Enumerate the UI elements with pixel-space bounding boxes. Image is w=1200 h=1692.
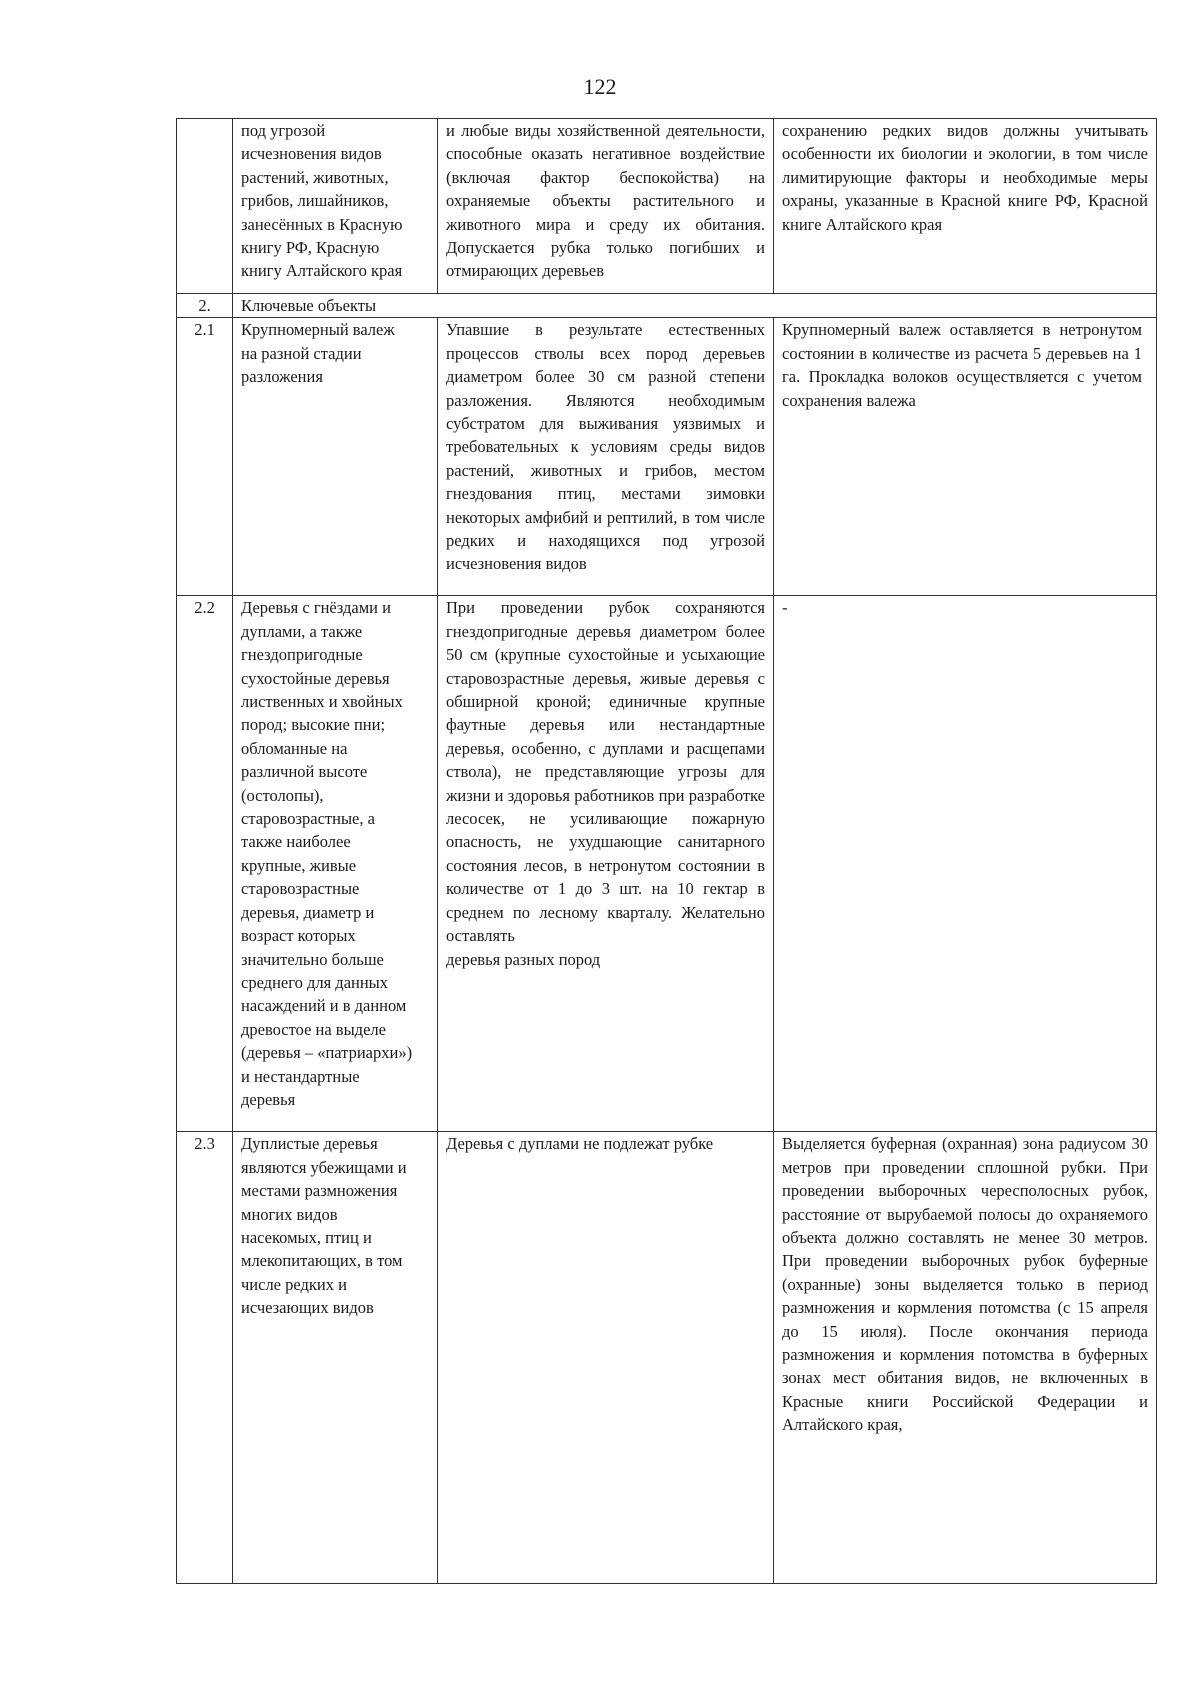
section-title-cell: Ключевые объекты: [233, 294, 1157, 318]
object-cell: Деревья с гнёздами и дуплами, а также гнездопригодные сухостойные деревья лиственных и хвойных пород; высокие пни; обломанные на различной высоте (остолопы), старовозрастные, а также наиболее крупные, живые старовозрастные деревья, диаметр и возраст которых значительно больше среднего для данных насаждений и в данном древостое на выделе (деревья – «патриархи») и нестандартные деревья: [233, 596, 438, 1132]
description-text: При проведении рубок сохраняются гнездопригодные деревья диаметром более 50 см (крупные сухостойные и усыхающие старовозрастные деревья, живые деревья с обширной кроной; единичные крупные фаутные деревья или нестандартные деревья, особенно, с дуплами и расщепами ствола), не представляющие угрозы для жизни и здоровья работников при разработке лесосек, не усиливающие пожарную опасность, не ухудшающие санитарного состояния лесов, в нетронутом состоянии в количестве от 1 до 3 шт. на 10 гектар в среднем по лесному кварталу. Желательно оставлять: [446, 598, 765, 946]
measures-cell: -: [774, 596, 1157, 1132]
table-row: [177, 596, 1157, 1132]
table-row: [177, 119, 1157, 294]
table-row: [177, 1132, 1157, 1584]
measures-cell: сохранению редких видов должны учитывать особенности их биологии и экологии, в том числе лимитирующие факторы и необходимые меры охраны, указанные в Красной книге РФ, Красной книге Алтайского края: [774, 119, 1157, 294]
description-cell: Деревья с дуплами не подлежат рубке: [438, 1132, 774, 1584]
object-cell: Дуплистые деревья являются убежищами и местами размножения многих видов насекомых, птиц и млекопитающих, в том числе редких и исчезающих видов: [233, 1132, 438, 1584]
object-cell: под угрозой исчезновения видов растений, животных, грибов, лишайников, занесённых в Красную книгу РФ, Красную книгу Алтайского края: [233, 119, 438, 294]
description-cell: [438, 596, 774, 1132]
measures-cell: Крупномерный валеж оставляется в нетронутом состоянии в количестве из расчета 5 деревьев на 1 га. Прокладка волоков осуществляется с учетом сохранения валежа: [774, 318, 1157, 596]
row-number-cell: 2.1: [177, 318, 233, 596]
table-row: [177, 318, 1157, 596]
page-number: 122: [583, 74, 617, 99]
row-number-cell: 2.3: [177, 1132, 233, 1584]
object-cell: Крупномерный валеж на разной стадии разложения: [233, 318, 438, 596]
measures-cell: Выделяется буферная (охранная) зона радиусом 30 метров при проведении сплошной рубки. При проведении выборочных чересполосных рубок, расстояние от вырубаемой полосы до охраняемого объекта должно составлять не менее 30 метров. При проведении выборочных рубок буферные (охранные) зоны выделяется только в период размножения и кормления потомства (с 15 апреля до 15 июля). После окончания периода размножения и кормления потомства в буферных зонах мест обитания видов, не включенных в Красные книги Российской Федерации и Алтайского края,: [774, 1132, 1157, 1584]
description-cell: и любые виды хозяйственной деятельности, способные оказать негативное воздействие (включая фактор беспокойства) на охраняемые объекты растительного и животного мира и среду их обитания. Допускается рубка только погибших и отмирающих деревьев: [438, 119, 774, 294]
description-extra-text: деревья разных пород: [446, 949, 601, 969]
row-number-cell: [177, 119, 233, 294]
row-number-cell: 2.2: [177, 596, 233, 1132]
document-table: [176, 118, 1157, 1584]
section-number-cell: 2.: [177, 294, 233, 318]
section-row: [177, 294, 1157, 318]
description-cell: Упавшие в результате естественных процессов стволы всех пород деревьев диаметром более 30 см разной степени разложения. Являются необходимым субстратом для выживания уязвимых и требовательных к условиям среды видов растений, животных и грибов, местом гнездования птиц, местами зимовки некоторых амфибий и рептилий, в том числе редких и находящихся под угрозой исчезновения видов: [438, 318, 774, 596]
